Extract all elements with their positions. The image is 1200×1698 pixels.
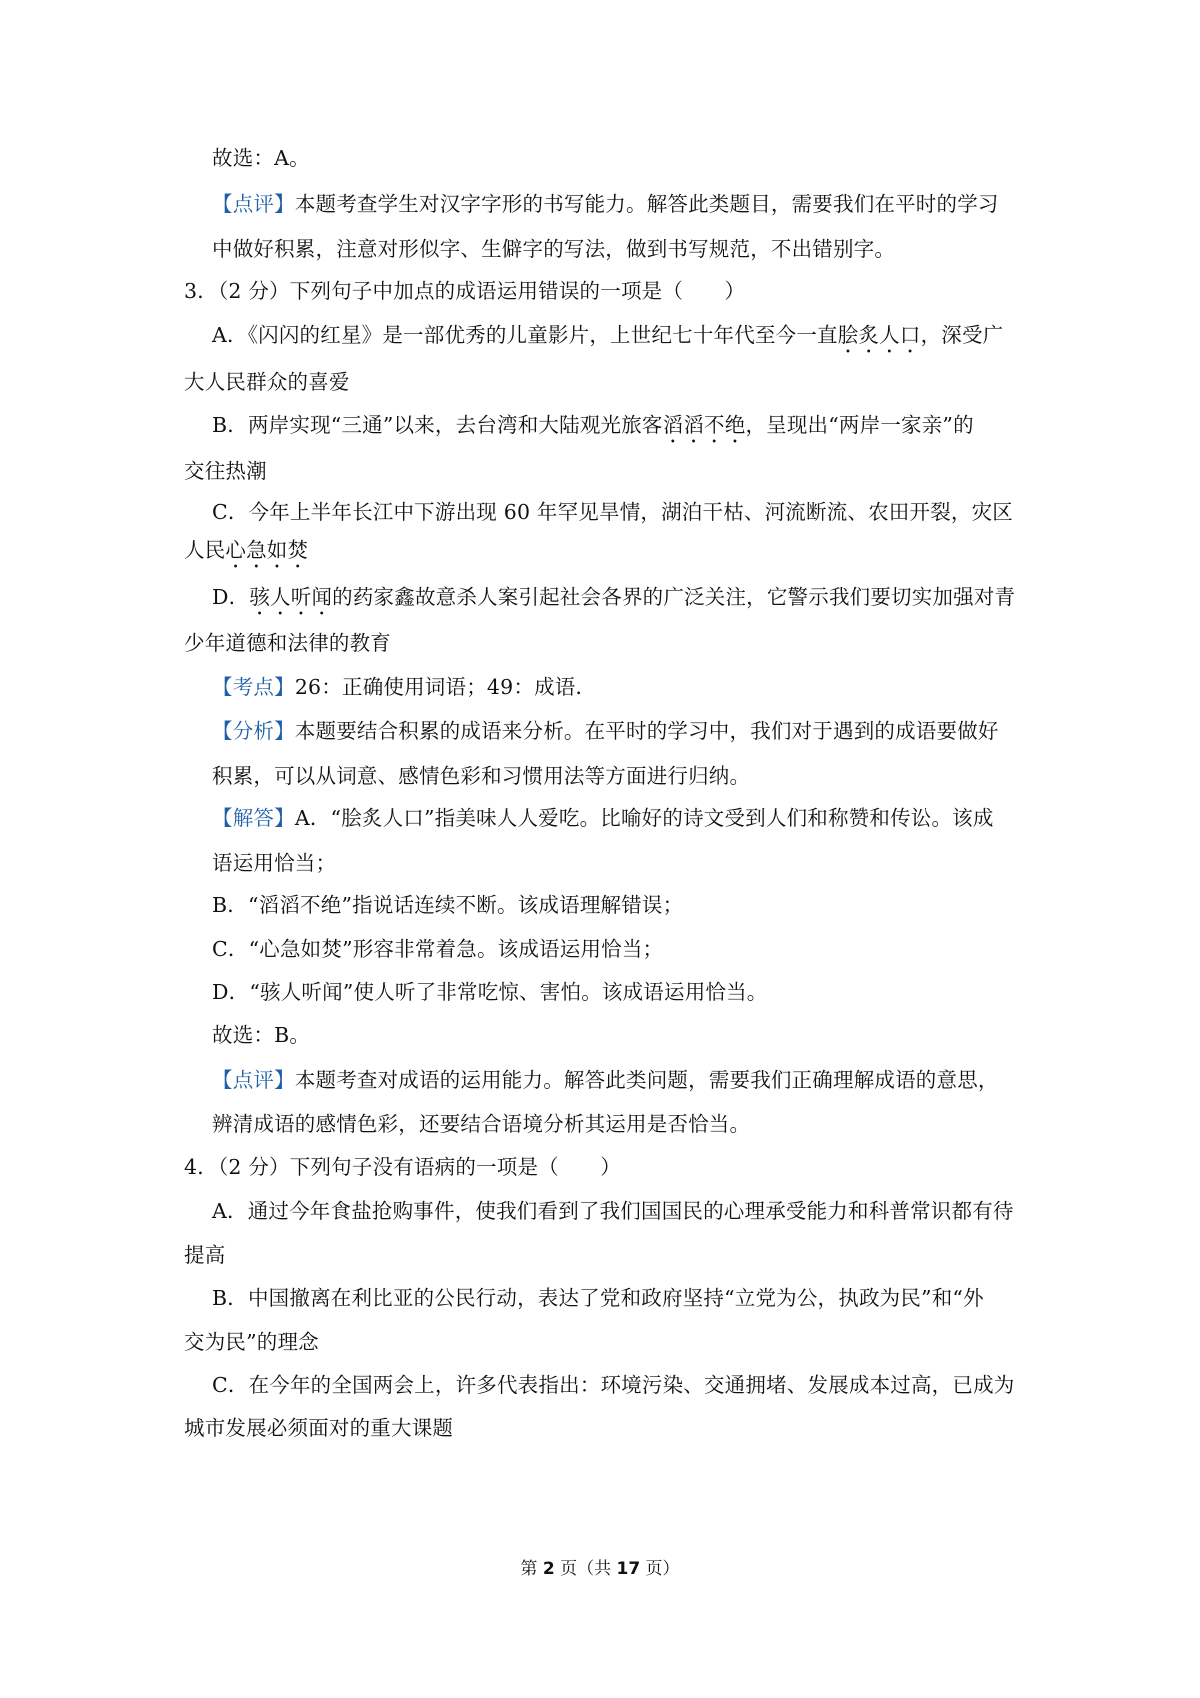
q3-option-d-dotted-idiom: 骇人听闻 — [249, 585, 333, 609]
q3-review-line2: 辨清成语的感情色彩，还要结合语境分析其运用是否恰当。 — [212, 1112, 751, 1136]
q4-option-a-line2: 提高 — [184, 1243, 226, 1267]
q3-stem: 3．（2 分）下列句子中加点的成语运用错误的一项是（ ） — [184, 279, 746, 303]
q3-option-a-dotted-idiom: 脍炙人口 — [837, 323, 921, 347]
q3-jieda-c: C．“心急如焚”形容非常着急。该成语运用恰当； — [212, 937, 664, 961]
q3-jieda-b: B．“滔滔不绝”指说话连续不断。该成语理解错误； — [212, 893, 684, 917]
q3-option-a-post: ，深受广 — [920, 323, 1004, 347]
q3-jieda-text: A．“脍炙人口”指美味人人爱吃。比喻好的诗文受到人们和称赞和传讼。该成 — [294, 806, 994, 830]
q3-option-b-line2: 交往热潮 — [184, 459, 267, 483]
q2-answer: 故选：A。 — [212, 146, 310, 170]
q3-option-b-post: ，呈现出“两岸一家亲”的 — [745, 413, 974, 437]
q3-option-a-line2: 大人民群众的喜爱 — [184, 370, 350, 394]
q3-kaodian — [212, 672, 596, 702]
q3-kaodian-tag: 【考点】 — [212, 675, 295, 699]
q3-option-b-pre: B．两岸实现“三通”以来，去台湾和大陆观光旅客 — [212, 413, 663, 437]
q3-review-text: 本题考查对成语的运用能力。解答此类问题，需要我们正确理解成语的意思， — [294, 1068, 999, 1092]
q3-jieda-line1 — [212, 803, 994, 833]
q4-option-a-line1: A．通过今年食盐抢购事件，使我们看到了我们国国民的心理承受能力和科普常识都有待 — [212, 1199, 1014, 1223]
q3-option-d-pre: D． — [212, 585, 250, 609]
q3-jieda-tag: 【解答】 — [212, 806, 295, 830]
q3-option-c-dotted-idiom: 心急如焚 — [225, 538, 309, 562]
q4-stem: 4．（2 分）下列句子没有语病的一项是（ ） — [184, 1155, 621, 1179]
q2-review-line1 — [212, 189, 999, 219]
q3-option-b-dotted-idiom: 滔滔不绝 — [662, 413, 746, 437]
q3-option-c-pre: 人民 — [184, 538, 226, 562]
q3-kaodian-text: 26：正确使用词语；49：成语． — [294, 675, 597, 699]
q4-option-c-line2: 城市发展必须面对的重大课题 — [184, 1416, 454, 1440]
q3-review-line1 — [212, 1065, 999, 1095]
page-footer — [0, 1556, 1200, 1582]
footer-middle: 页（共 — [554, 1559, 617, 1579]
q2-review-line2: 中做好积累，注意对形似字、生僻字的写法，做到书写规范，不出错别字。 — [212, 237, 896, 261]
q3-review-tag: 【点评】 — [212, 1068, 295, 1092]
q3-fenxi-tag: 【分析】 — [212, 719, 295, 743]
footer-suffix: 页） — [640, 1559, 680, 1579]
q3-option-a-pre: A．《闪闪的红星》是一部优秀的儿童影片，上世纪七十年代至今一直 — [212, 323, 838, 347]
q3-option-d-post: 的药家鑫故意杀人案引起社会各界的广泛关注，它警示我们要切实加强对青 — [332, 585, 1016, 609]
q3-jieda-d: D．“骇人听闻”使人听了非常吃惊、害怕。该成语运用恰当。 — [212, 980, 768, 1004]
footer-page-number: 2 — [542, 1559, 555, 1579]
q3-option-d-line1 — [212, 582, 1015, 620]
q4-option-c-line1: C．在今年的全国两会上，许多代表指出：环境污染、交通拥堵、发展成本过高，已成为 — [212, 1373, 1015, 1397]
q2-review-tag: 【点评】 — [212, 192, 295, 216]
q3-option-c-line1: C．今年上半年长江中下游出现 60 年罕见旱情，湖泊干枯、河流断流、农田开裂，灾区 — [212, 500, 1014, 524]
q3-answer: 故选：B。 — [212, 1023, 311, 1047]
q3-fenxi-line1 — [212, 716, 999, 746]
footer-prefix: 第 — [520, 1559, 543, 1579]
q3-option-d-line2: 少年道德和法律的教育 — [184, 631, 391, 655]
q3-option-c-line2 — [184, 535, 308, 573]
q4-option-b-line2: 交为民”的理念 — [184, 1330, 319, 1354]
q3-fenxi-text: 本题要结合积累的成语来分析。在平时的学习中，我们对于遇到的成语要做好 — [294, 719, 999, 743]
q4-option-b-line1: B．中国撤离在利比亚的公民行动，表达了党和政府坚持“立党为公，执政为民”和“外 — [212, 1286, 984, 1310]
q2-review-text: 本题考查学生对汉字字形的书写能力。解答此类题目，需要我们在平时的学习 — [294, 192, 999, 216]
q3-option-a-line1 — [212, 320, 1003, 358]
q3-jieda-line2: 语运用恰当； — [212, 851, 337, 875]
footer-total-pages: 17 — [616, 1559, 641, 1579]
q3-fenxi-line2: 积累，可以从词意、感情色彩和习惯用法等方面进行归纳。 — [212, 764, 751, 788]
q3-option-b-line1 — [212, 410, 974, 448]
